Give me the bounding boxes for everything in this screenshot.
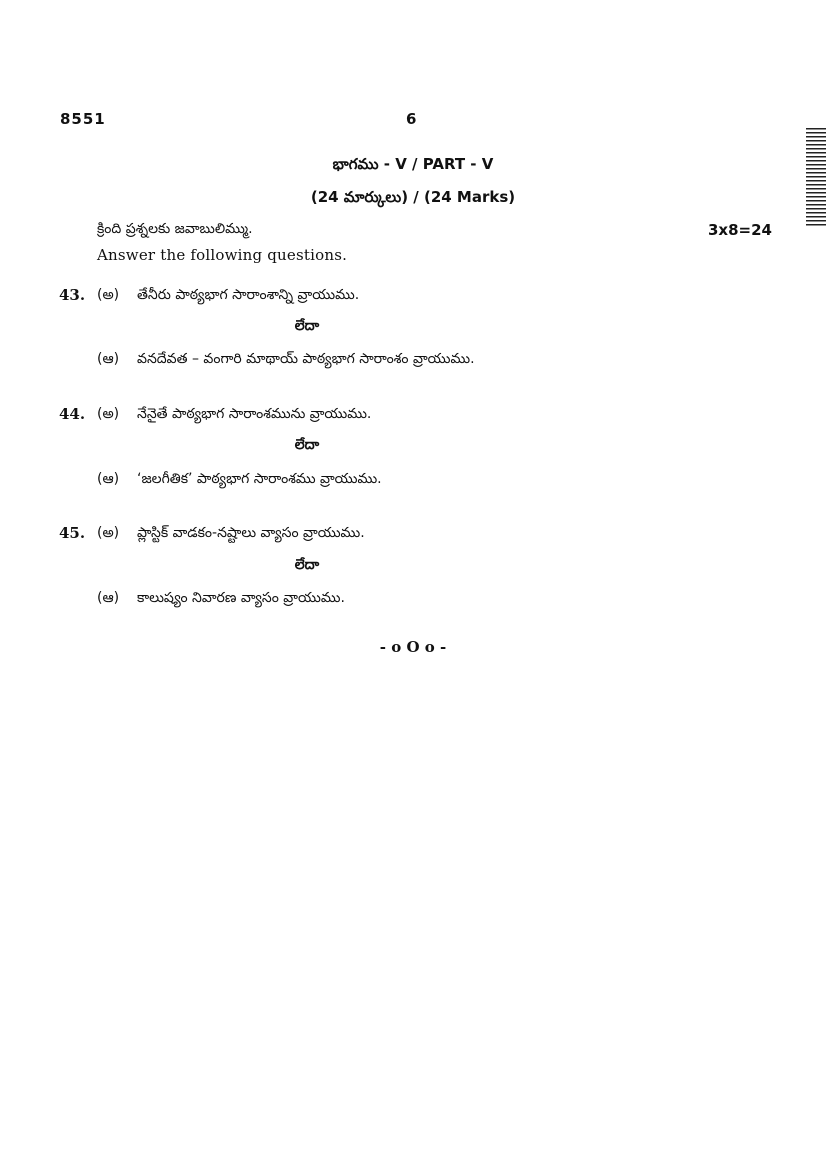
option-a-label: (అ)	[97, 406, 120, 422]
marks-title: (24 మార్కులు) / (24 Marks)	[310, 188, 516, 206]
option-b-text: వనదేవత – వంగారి మాథాయ్ పాఠ్యభాగ సారాంశం వ్రాయుము.	[137, 351, 475, 367]
option-a-text: ప్లాస్టిక్ వాడకం-నష్టాలు వ్యాసం వ్రాయుము.	[137, 525, 365, 541]
option-a-label: (అ)	[97, 287, 120, 303]
instruction-english: Answer the following questions.	[97, 246, 348, 264]
question-number: 44.	[59, 405, 86, 423]
part-title: భాగము - V / PART - V	[332, 155, 494, 173]
question-number: 45.	[59, 524, 86, 542]
option-a-text: తేనీరు పాఠ్యభాగ సారాంశాన్ని వ్రాయుము.	[137, 287, 360, 303]
question-number: 43.	[59, 286, 86, 304]
option-b-text: కాలుష్యం నివారణ వ్యాసం వ్రాయుము.	[137, 590, 345, 606]
option-b-text: ‘జలగీతిక’ పాఠ్యభాగ సారాంశము వ్రాయుము.	[137, 471, 382, 487]
page-number: 6	[406, 110, 417, 128]
or-label: లేదా	[294, 437, 320, 453]
end-mark: - o O o -	[379, 638, 447, 656]
or-label: లేదా	[294, 557, 320, 573]
paper-code: 8551	[60, 110, 106, 128]
barcode-strip	[806, 128, 826, 228]
total-marks: 3x8=24	[708, 221, 772, 239]
instruction-telugu: క్రింది ప్రశ్నలకు జవాబులిమ్ము.	[97, 221, 253, 237]
option-a-text: నేనైతే పాఠ్యభాగ సారాంశమును వ్రాయుము.	[137, 406, 372, 422]
option-b-label: (ఆ)	[97, 351, 120, 367]
option-a-label: (అ)	[97, 525, 120, 541]
or-label: లేదా	[294, 318, 320, 334]
option-b-label: (ఆ)	[97, 590, 120, 606]
option-b-label: (ఆ)	[97, 471, 120, 487]
